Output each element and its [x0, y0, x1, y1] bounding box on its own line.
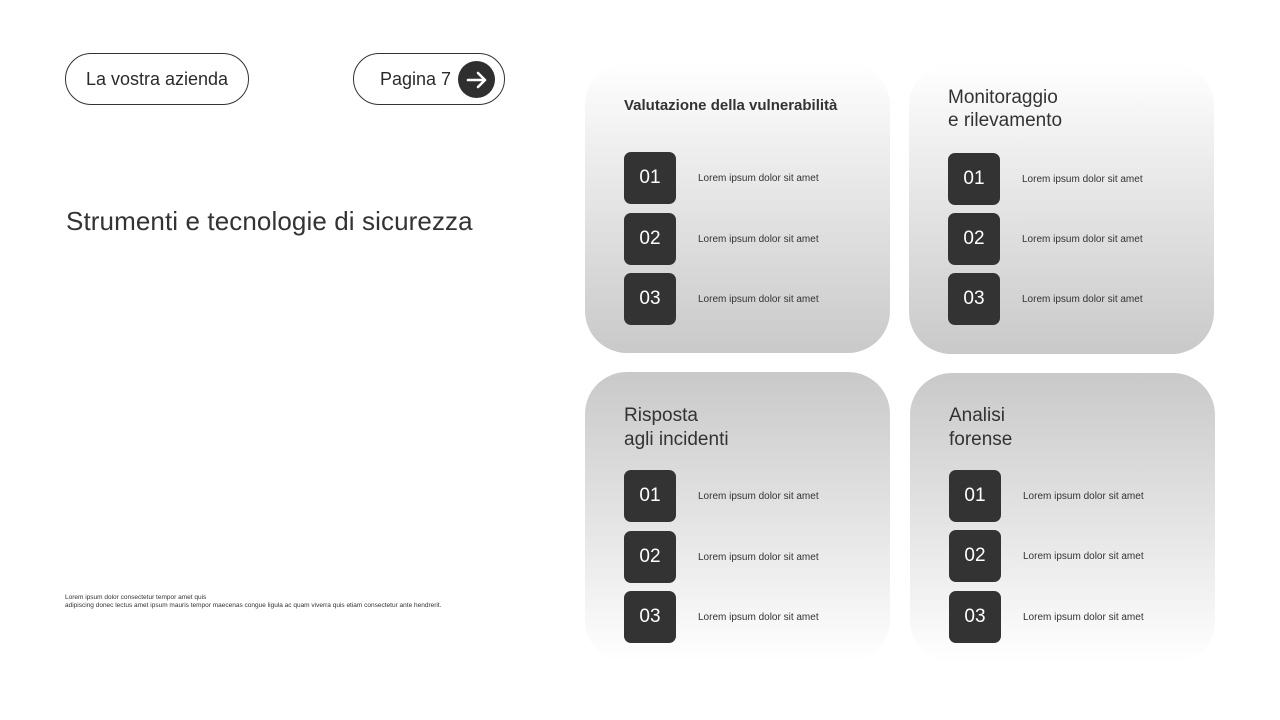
- footnote-line-1: Lorem ipsum dolor consectetur tempor amet quis: [65, 594, 207, 601]
- item-label: Lorem ipsum dolor sit amet: [698, 611, 819, 623]
- item-number: 02: [624, 213, 676, 265]
- item-label: Lorem ipsum dolor sit amet: [698, 551, 819, 563]
- company-pill[interactable]: [65, 53, 249, 105]
- arrow-right-icon[interactable]: [458, 61, 495, 98]
- item-label: Lorem ipsum dolor sit amet: [1023, 550, 1144, 562]
- list-item: [949, 591, 1144, 643]
- item-label: Lorem ipsum dolor sit amet: [1023, 611, 1144, 623]
- item-number: 01: [948, 153, 1000, 205]
- item-number: 03: [948, 273, 1000, 325]
- list-item: [949, 530, 1144, 582]
- list-item: [624, 470, 819, 522]
- company-label: La vostra azienda: [85, 68, 229, 89]
- card-title: Risposta agli incidenti: [624, 405, 729, 450]
- card-title: Valutazione della vulnerabilità: [624, 97, 838, 114]
- item-number: 02: [948, 213, 1000, 265]
- page-pill[interactable]: [353, 53, 505, 105]
- card-title: Analisi forense: [949, 405, 1013, 450]
- item-number: 03: [949, 591, 1001, 643]
- page-title: Strumenti e tecnologie di sicurezza: [66, 206, 473, 236]
- list-item: [948, 273, 1143, 325]
- page-label: Pagina 7: [380, 68, 452, 89]
- item-number: 02: [624, 531, 676, 583]
- item-label: Lorem ipsum dolor sit amet: [698, 172, 819, 184]
- item-label: Lorem ipsum dolor sit amet: [698, 490, 819, 502]
- card-forensic-analysis: [910, 373, 1215, 663]
- item-label: Lorem ipsum dolor sit amet: [1022, 233, 1143, 245]
- item-label: Lorem ipsum dolor sit amet: [698, 293, 819, 305]
- item-number: 01: [624, 152, 676, 204]
- list-item: [624, 591, 819, 643]
- list-item: [624, 213, 819, 265]
- item-number: 01: [949, 470, 1001, 522]
- card-title: Monitoraggio e rilevamento: [948, 87, 1063, 131]
- list-item: [624, 273, 819, 325]
- card-vulnerability-assessment: [585, 63, 890, 353]
- list-item: [948, 153, 1143, 205]
- list-item: [624, 531, 819, 583]
- list-item: [949, 470, 1144, 522]
- list-item: [624, 152, 819, 204]
- item-label: Lorem ipsum dolor sit amet: [1022, 173, 1143, 185]
- item-number: 02: [949, 530, 1001, 582]
- footnote-line-2: adipiscing donec lectus amet ipsum mauris tempor maecenas congue ligula ac quam viverra quis etiam consectetur ante hendrerit.: [65, 602, 442, 609]
- item-label: Lorem ipsum dolor sit amet: [1022, 293, 1143, 305]
- item-number: 03: [624, 273, 676, 325]
- card-monitoring-detection: [909, 64, 1214, 354]
- item-number: 03: [624, 591, 676, 643]
- list-item: [948, 213, 1143, 265]
- footnote: [65, 594, 441, 610]
- item-label: Lorem ipsum dolor sit amet: [1023, 490, 1144, 502]
- card-incident-response: [585, 372, 890, 662]
- item-label: Lorem ipsum dolor sit amet: [698, 233, 819, 245]
- item-number: 01: [624, 470, 676, 522]
